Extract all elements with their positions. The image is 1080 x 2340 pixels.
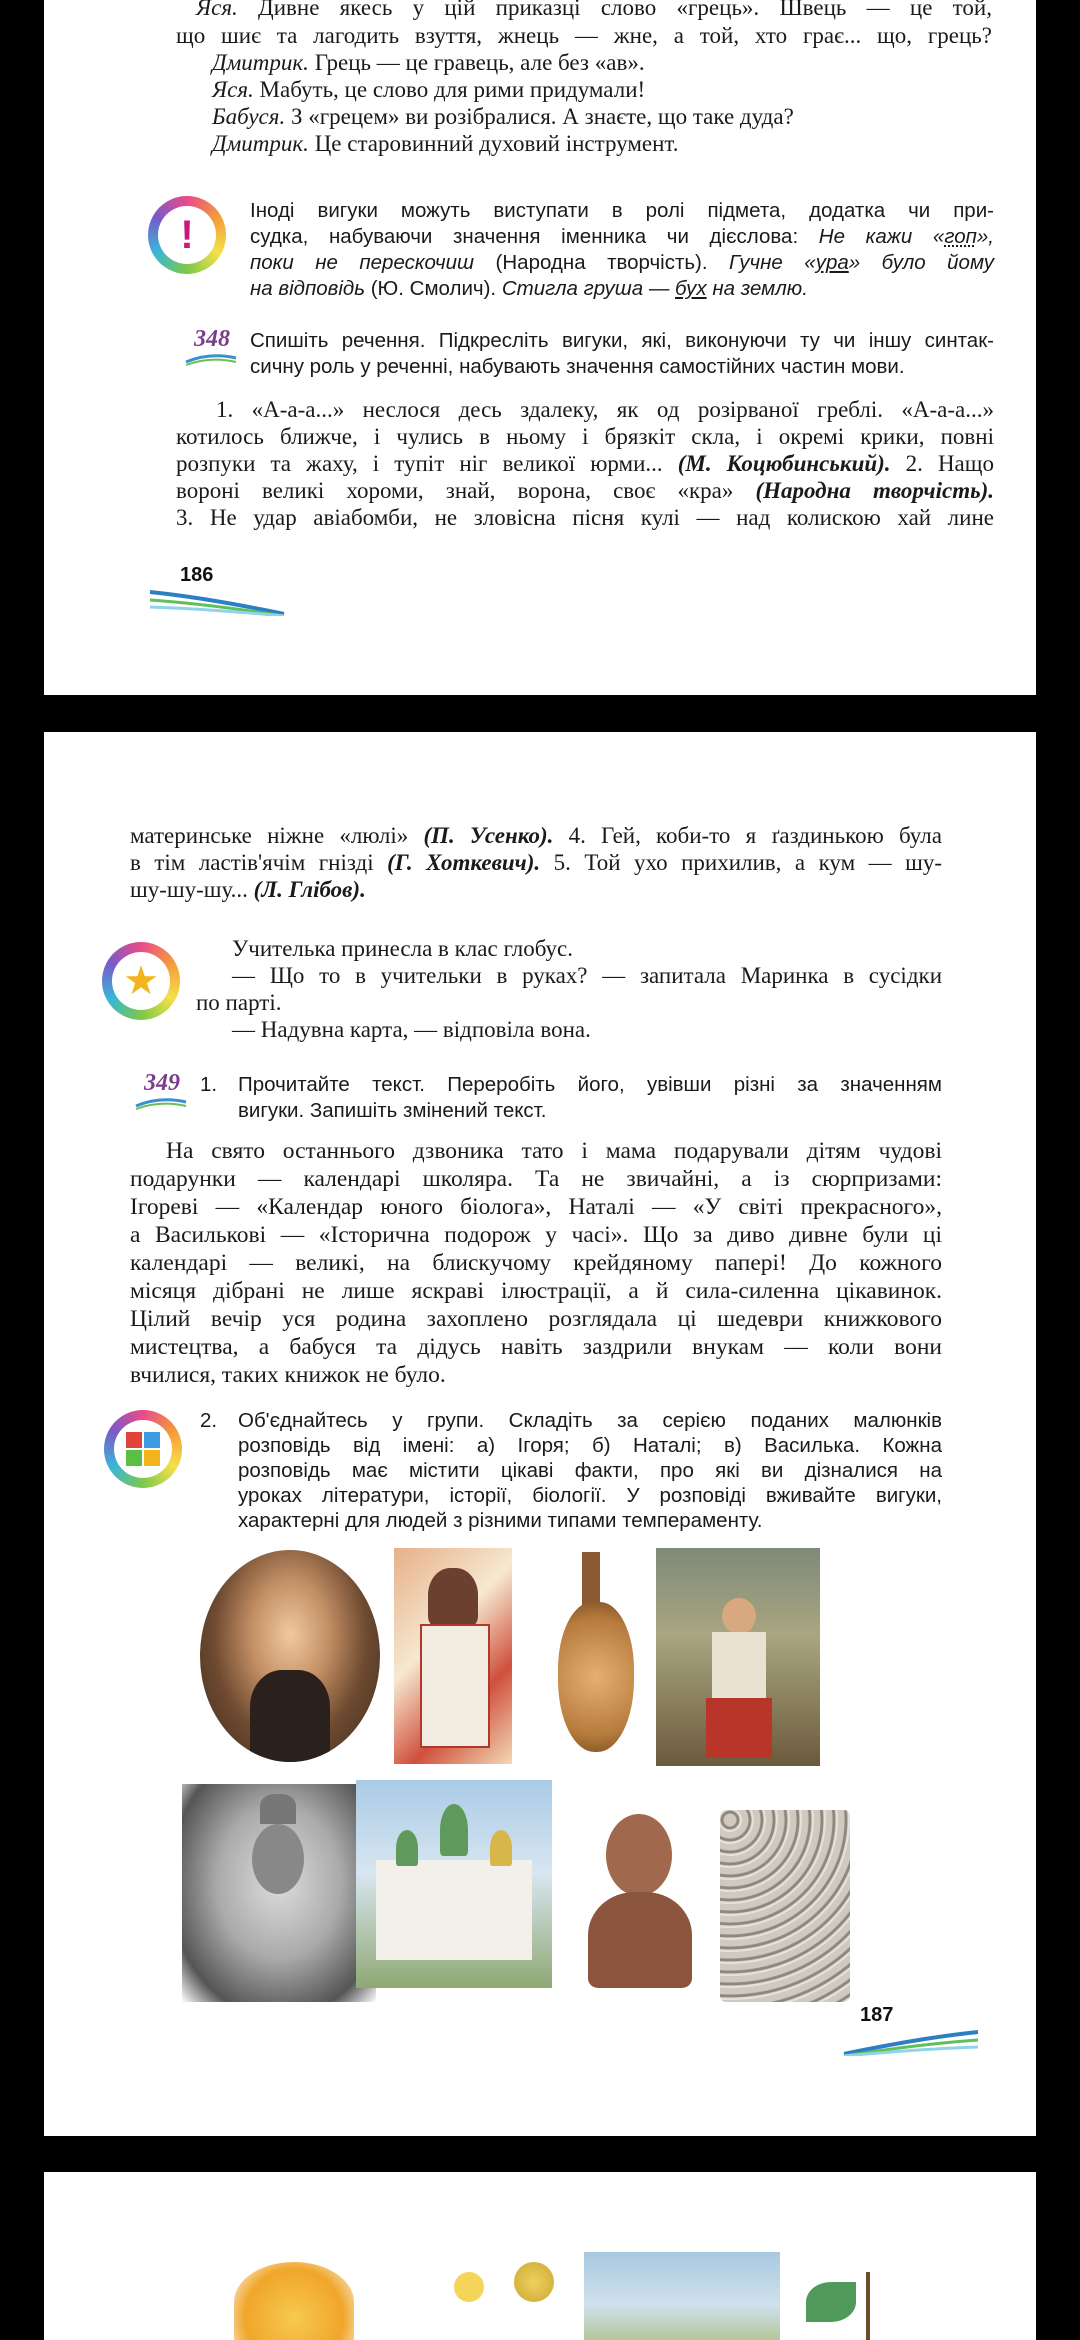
rule-line: судка, набуваючи значення іменника чи дієслова: Не кажи «гоп», [250,225,994,248]
bust-sculpture-image [580,1804,698,1994]
text-line: вчилися, таких книжок не було. [130,1362,446,1388]
text-line: місяця дібрані не лише яскраві ілюстрації, а й сила-силенна цікавинок. [130,1278,942,1304]
painting-katerina-image [656,1548,820,1766]
exclamation-rule-icon: ! [148,196,226,274]
dialog-line: Дмитрик. Це старовинний духовий інструмент. [212,131,679,156]
rule-line: на відповідь (Ю. Смолич). Стигла груша — бух на землю. [250,277,808,300]
task-line: уроках літератури, історії, біології. У розповіді вживайте вигуки, [238,1484,942,1507]
textbook-page-186 [44,0,1036,695]
joke-line: по парті. [196,990,282,1015]
rule-line: поки не перескочиш (Народна творчість). Гучне «ура» було йому [250,251,995,274]
text-line: а Васильковi — «Історична подорож у часі». Що за диво дивне були ці [130,1222,942,1248]
dialog-line: Яся. Мабуть, це слово для рими придумали! [212,77,646,102]
dialog-line: Яся. Дивне якесь у цій приказці слово «грець». Швець — це той, [196,0,992,20]
text-line: 1. «А-а-а...» неслося десь здалеку, як од розірваної греблі. «А-а-а...» [216,397,994,422]
dialog-line: Бабуся. З «грецем» ви розібралися. А знаєте, що таке дуда? [212,104,794,129]
page-number-swoosh-icon [840,2020,980,2056]
joke-line: Учителька принесла в клас глобус. [232,936,573,961]
text-line: вороні великі хороми, знай, ворона, своє «кра» (Народна творчість). [176,478,994,503]
text-line: Цілий вечір уся родина захоплено розглядала ці шедеври книжкового [130,1306,942,1332]
exercise-task-line: сичну роль у реченні, набувають значення самостійних частин мови. [250,355,905,378]
text-line: 3. Не удар авіабомби, не зловісна пісня кулі — над колискою хай лине [176,505,994,530]
joke-line: — Надувна карта, — відповіла вона. [232,1017,591,1042]
folk-painting-image [394,1548,512,1764]
text-line: подарунки — календарі школяра. Та не звичайні, а із сюрпризами: [130,1166,942,1192]
task-line: розповідь має містити цікаві факти, про які ви дізналися на [238,1459,942,1482]
text-line: шу-шу-шу... (Л. Глібов). [130,877,366,902]
textbook-page-partial [44,2172,1036,2340]
star-smile-icon: ★ [102,942,180,1020]
text-line: Ігореві — «Календар юного біолога», Наталі — «У світі прекрасного», [130,1194,942,1220]
swoosh-icon [184,352,238,366]
page-number: 186 [180,564,214,586]
dialog-line: Дмитрик. Грець — це гравець, але без «ав». [212,50,645,75]
dialog-line: що шиє та лагодить взуття, жнець — жне, а той, хто грає... що, грець? [176,23,992,48]
botanical-drawing-image [796,2262,916,2340]
flower-illustration-image [234,2262,354,2340]
exercise-task-line: Спишіть речення. Підкресліть вигуки, які, виконуючи ту чи іншу синтак- [250,329,994,352]
exercise-number: 348 [194,326,230,352]
joke-line: — Що то в учительки в руках? — запитала Маринка в сусідки [232,963,942,988]
task-line: розповідь від імені: а) Ігоря; б) Наталі; в) Василька. Кожна [238,1434,942,1457]
text-line: календарі — великі, на блискучому крейдяному папері! До кожного [130,1250,942,1276]
text-line: материнське ніжне «люлі» (П. Усенко). 4. Гей, коби-то я ґаздинькою була [130,823,942,848]
sofia-cathedral-image [356,1780,552,1988]
rule-line: Іноді вигуки можуть виступати в ролі підмета, додатка чи при- [250,199,994,222]
plant-photo-image [584,2252,780,2340]
portrait-shevchenko-image [200,1550,380,1762]
exercise-task-line: Прочитайте текст. Переробіть його, увівши різні за значенням [238,1073,942,1096]
text-line: котилось ближче, і чулись в ньому і брязкіт скла, і окремі крики, повні [176,424,994,449]
text-line: в тім ластів'ячім гнізді (Г. Хоткевич). 5. Той ухо прихилив, а кум — шу- [130,850,943,875]
task-number: 2. [200,1409,218,1432]
exercise-task-line: вигуки. Запишіть змінений текст. [238,1099,547,1122]
textbook-page-187 [44,732,1036,2136]
exercise-number: 349 [144,1070,180,1096]
pollen-illustration-image [454,2272,484,2302]
page-number: 187 [860,2004,894,2026]
text-line: мистецтва, а бабуся та дідусь навіть заздрили внукам — коли вони [130,1334,942,1360]
fossil-coral-image [720,1810,850,2002]
swoosh-icon [134,1096,188,1110]
page-number-swoosh-icon [148,580,288,616]
text-line: На свято останнього дзвоника тато і мама подарували дітям чудові [166,1138,942,1164]
bandura-image [554,1552,638,1762]
text-line: розпуки та жаху, і тупіт ніг великої юрми... (М. Коцюбинський). 2. Нащо [176,451,994,476]
pollen-illustration-image [514,2262,554,2302]
task-line: Об'єднайтесь у групи. Складіть за серією поданих малюнків [238,1409,942,1432]
engraving-yaroslav-image [182,1784,376,2002]
task-line: характерні для людей з різними типами темпераменту. [238,1509,763,1532]
puzzle-icon [104,1410,182,1488]
task-number: 1. [200,1073,218,1096]
